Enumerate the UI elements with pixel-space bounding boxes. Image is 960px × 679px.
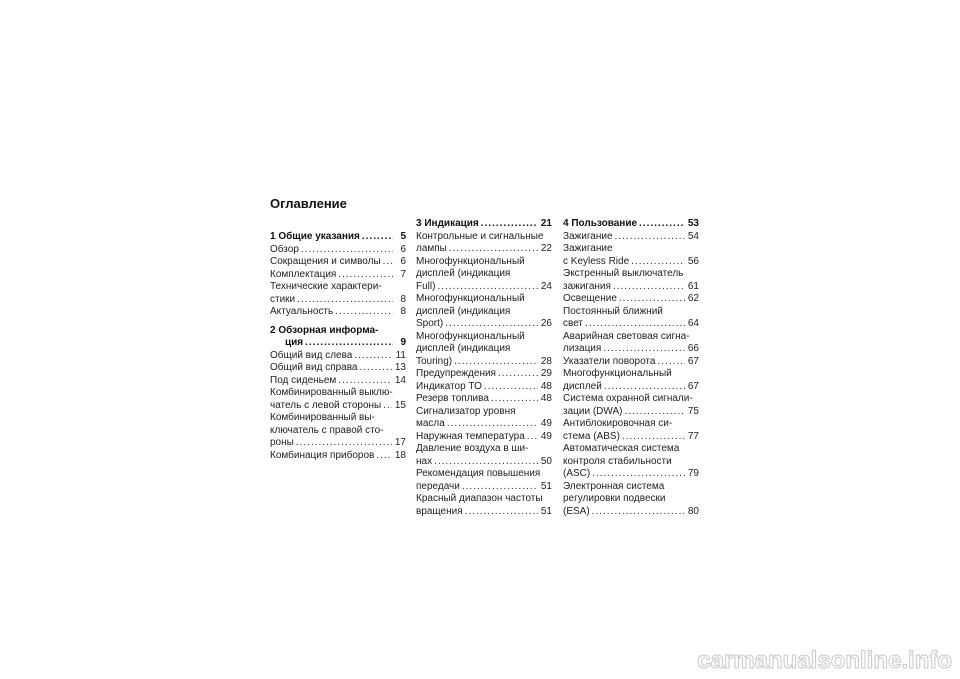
toc-entry <box>416 493 552 518</box>
toc-entry-last-line <box>563 356 699 369</box>
toc-entry-last-line <box>416 456 552 469</box>
toc-entry <box>563 231 699 244</box>
toc-page-number: 67 <box>687 380 699 392</box>
leader-dots <box>585 318 685 331</box>
toc-entry-text: зации (DWA) <box>563 405 623 417</box>
toc-entry <box>563 356 699 369</box>
leader-dots <box>615 231 685 244</box>
leader-dots <box>383 400 392 413</box>
toc-page-number: 11 <box>395 349 406 361</box>
toc-entry-last-line <box>563 318 699 331</box>
toc-entry-text: масла <box>416 418 445 429</box>
toc-entry <box>416 431 552 444</box>
leader-dots <box>383 256 393 269</box>
toc-page-number: 28 <box>540 355 552 367</box>
toc-entry-text: Sport) <box>416 318 444 329</box>
leader-dots <box>338 375 392 388</box>
toc-entry <box>563 331 699 356</box>
toc-column-2 <box>416 218 552 518</box>
leader-dots <box>376 450 392 463</box>
toc-entry <box>270 350 406 363</box>
toc-entry-text: роны <box>270 437 294 448</box>
leader-dots <box>624 406 684 419</box>
toc-entry-last-line <box>270 269 406 282</box>
toc-page-number: 26 <box>540 318 552 329</box>
toc-entry-text: Резерв топлива <box>416 393 489 404</box>
toc-page-number: 6 <box>400 256 406 267</box>
toc-entry <box>416 443 552 468</box>
section-page-number: 21 <box>540 218 552 229</box>
toc-entry-last-line <box>416 393 552 406</box>
section-page-number: 9 <box>400 337 406 348</box>
toc-entry-line: Экстренный выключатель <box>563 268 684 279</box>
toc-entry-last-line <box>563 381 699 394</box>
toc-entry-line: Многофункциональный <box>416 330 525 342</box>
toc-entry-last-line <box>416 418 552 431</box>
toc-entry-text: передачи <box>416 480 460 492</box>
leader-dots <box>360 362 392 375</box>
toc-entry-text: (ESA) <box>563 505 590 517</box>
leader-dots <box>639 218 685 231</box>
leader-dots <box>631 256 685 269</box>
toc-page-number: 17 <box>394 437 406 448</box>
toc-entry-text: Комбинация приборов <box>270 449 375 461</box>
toc-entry <box>416 393 552 406</box>
toc-entry-text: стики <box>270 293 296 305</box>
toc-entry-text: Touring) <box>416 355 453 367</box>
toc-entry <box>270 412 406 450</box>
toc-entry-line: Контрольные и сигнальные <box>416 230 544 242</box>
toc-entry-text: чатель с левой стороны <box>270 399 382 411</box>
toc-entry <box>563 368 699 393</box>
toc-page-number: 75 <box>687 405 699 417</box>
toc-entry-line: контроля стабильности <box>563 455 672 467</box>
toc-entry-last-line <box>270 362 406 375</box>
toc-entry-last-line <box>563 431 699 444</box>
toc-entry <box>270 306 406 319</box>
toc-entry-line: Зажигание <box>563 243 613 254</box>
toc-entry-last-line <box>416 381 552 394</box>
toc-entry-line: дисплей (индикация <box>416 305 511 317</box>
toc-entry-last-line <box>563 231 699 244</box>
toc-entry <box>563 443 699 481</box>
toc-entry <box>563 306 699 331</box>
toc-entry <box>563 268 699 293</box>
toc-entry-line: Постоянный ближний <box>563 305 663 317</box>
leader-dots <box>465 506 538 519</box>
leader-dots <box>305 337 393 350</box>
leader-dots <box>362 231 393 244</box>
leader-dots <box>354 350 392 363</box>
toc-column-1 <box>270 231 406 462</box>
toc-entry-text: Комплектация <box>270 268 337 280</box>
section-heading <box>416 218 552 231</box>
toc-entry-line: Аварийная световая сигна- <box>563 330 690 342</box>
toc-page-number: 56 <box>687 255 699 267</box>
toc-entry-line: Красный диапазон частоты <box>416 493 543 504</box>
toc-entry <box>416 293 552 331</box>
toc-entry-text: свет <box>563 318 584 329</box>
leader-dots <box>481 218 538 231</box>
toc-entry <box>270 256 406 269</box>
toc-entry <box>416 256 552 294</box>
watermark-text: carmanualsonline.info <box>697 647 952 674</box>
toc-entry-line: Многофункциональный <box>416 293 525 304</box>
toc-entry-text: Общий вид справа <box>270 362 358 373</box>
toc-page-number: 50 <box>540 455 552 467</box>
toc-entry-text: стема (ABS) <box>563 430 620 442</box>
section-heading-text: 1 Общие указания <box>270 231 360 242</box>
toc-entry-text: Под сиденьем <box>270 374 337 386</box>
toc-page-number: 24 <box>540 280 552 292</box>
toc-entry-line: Сигнализатор уровня <box>416 405 516 417</box>
toc-entry-last-line <box>270 400 406 413</box>
section-heading <box>270 337 406 350</box>
leader-dots <box>447 418 538 431</box>
toc-entry-last-line <box>270 306 406 319</box>
toc-entry-text: Обзор <box>270 243 299 255</box>
toc-entry <box>416 231 552 256</box>
section-heading-text: 3 Индикация <box>416 218 479 229</box>
toc-entry <box>416 468 552 493</box>
leader-dots <box>622 431 685 444</box>
leader-dots <box>484 381 538 394</box>
toc-entry-line: регулировки подвески <box>563 493 666 504</box>
toc-entry <box>416 331 552 369</box>
toc-entry <box>416 406 552 431</box>
toc-entry <box>563 293 699 306</box>
toc-entry <box>416 381 552 394</box>
section-heading-text: 4 Пользование <box>563 218 638 229</box>
toc-page-number: 7 <box>400 268 406 280</box>
section-heading-line: 2 Обзорная информа- <box>270 324 379 336</box>
toc-page-number: 48 <box>540 380 552 392</box>
toc-entry <box>270 450 406 463</box>
toc-column-3 <box>563 218 699 518</box>
leader-dots <box>462 481 538 494</box>
toc-entry-text: Указатели поворота <box>563 355 656 367</box>
toc-entry-text: нах <box>416 455 433 467</box>
toc-entry-text: Full) <box>416 280 436 292</box>
toc-entry-text: лампы <box>416 243 447 254</box>
toc-page-number: 64 <box>687 318 699 329</box>
toc-entry-last-line <box>563 406 699 419</box>
leader-dots <box>335 306 393 319</box>
toc-entry <box>270 269 406 282</box>
toc-entry-last-line <box>270 375 406 388</box>
toc-page-number: 54 <box>687 230 699 242</box>
toc-entry-last-line <box>563 293 699 306</box>
toc-entry-text: зажигания <box>563 280 611 292</box>
toc-page-number: 18 <box>394 449 406 461</box>
toc-entry-last-line <box>270 450 406 463</box>
toc-entry-text: вращения <box>416 505 463 517</box>
toc-entry-last-line <box>270 437 406 450</box>
toc-entry-last-line <box>416 368 552 381</box>
toc-entry-line: Электронная система <box>563 480 665 492</box>
leader-dots <box>338 269 393 282</box>
toc-entry-text: Зажигание <box>563 230 613 242</box>
toc-entry-last-line <box>563 256 699 269</box>
toc-page-number: 77 <box>687 430 699 442</box>
toc-entry-last-line <box>270 256 406 269</box>
toc-entry-last-line <box>563 281 699 294</box>
toc-entry-line: Комбинированный вы- <box>270 412 375 423</box>
toc-page-number: 22 <box>540 243 552 254</box>
toc-page-number: 49 <box>540 418 552 429</box>
leader-dots <box>619 293 685 306</box>
toc-entry-last-line <box>270 244 406 257</box>
toc-page-number: 8 <box>400 306 406 317</box>
toc-page-number: 29 <box>540 368 552 379</box>
toc-entry <box>416 368 552 381</box>
toc-entry-text: (ASC) <box>563 468 591 479</box>
toc-entry-line: Антиблокировочная си- <box>563 418 673 429</box>
toc-entry-last-line <box>270 350 406 363</box>
toc-entry <box>270 387 406 412</box>
toc-entry-text: с Keyless Ride <box>563 255 630 267</box>
toc-page-number: 51 <box>540 480 552 492</box>
leader-dots <box>296 437 392 450</box>
toc-entry-text: Актуальность <box>270 306 334 317</box>
toc-entry-last-line <box>416 431 552 444</box>
leader-dots <box>498 368 538 381</box>
leader-dots <box>592 468 685 481</box>
toc-entry <box>563 243 699 268</box>
leader-dots <box>657 356 684 369</box>
toc-entry-text: Индикатор ТО <box>416 380 482 392</box>
leader-dots <box>613 281 685 294</box>
toc-page-number: 14 <box>394 374 406 386</box>
toc-entry-last-line <box>416 318 552 331</box>
toc-page-number: 8 <box>400 293 406 305</box>
leader-dots <box>592 506 685 519</box>
toc-entry-last-line <box>563 506 699 519</box>
toc-entry-text: Общий вид слева <box>270 349 353 361</box>
toc-entry <box>563 418 699 443</box>
toc-page-number: 15 <box>394 399 406 411</box>
toc-entry-line: Автоматическая система <box>563 443 680 454</box>
toc-entry-line: Давление воздуха в ши- <box>416 443 529 454</box>
section-heading <box>270 231 406 244</box>
section-page-number: 53 <box>687 218 699 229</box>
toc-entry <box>270 375 406 388</box>
leader-dots <box>445 318 538 331</box>
toc-entry-line: Многофункциональный <box>563 368 672 379</box>
toc-entry-text: Освещение <box>563 293 617 304</box>
toc-entry-last-line <box>563 343 699 356</box>
toc-page-number: 49 <box>540 430 552 442</box>
section-heading <box>563 218 699 231</box>
toc-page-number: 67 <box>687 355 699 367</box>
toc-entry <box>270 281 406 306</box>
toc-entry-last-line <box>416 481 552 494</box>
toc-entry-last-line <box>416 356 552 369</box>
toc-page-number: 80 <box>687 505 699 517</box>
toc-entry <box>270 244 406 257</box>
toc-entry-line: ключатель с правой сто- <box>270 424 384 436</box>
toc-entry-last-line <box>416 243 552 256</box>
toc-entry-line: дисплей (индикация <box>416 343 511 354</box>
toc-entry-last-line <box>270 294 406 307</box>
page-title: Оглавление <box>270 196 347 211</box>
leader-dots <box>527 431 538 444</box>
toc-entry-last-line <box>416 281 552 294</box>
toc-page-number: 51 <box>540 505 552 517</box>
toc-entry-text: Предупреждения <box>416 368 496 379</box>
toc-page-number: 48 <box>540 393 552 404</box>
toc-page-number: 6 <box>400 243 406 255</box>
leader-dots <box>301 244 393 257</box>
leader-dots <box>434 456 538 469</box>
toc-entry-last-line <box>416 506 552 519</box>
section-heading-text: ция <box>285 337 304 348</box>
toc-entry-text: лизация <box>563 343 602 354</box>
toc-entry-line: Комбинированный выклю- <box>270 387 393 398</box>
toc-page-number: 66 <box>687 343 699 354</box>
leader-dots <box>449 243 538 256</box>
toc-page-number: 13 <box>394 362 406 373</box>
section-page-number: 5 <box>400 231 406 242</box>
toc-entry-line: дисплей (индикация <box>416 268 511 279</box>
toc-entry-line: Технические характери- <box>270 281 382 292</box>
toc-entry-line: Рекомендация повышения <box>416 468 541 479</box>
toc-page-number: 61 <box>687 280 699 292</box>
leader-dots <box>437 281 537 294</box>
leader-dots <box>604 381 685 394</box>
toc-page-number: 62 <box>687 293 699 304</box>
toc-entry-last-line <box>563 468 699 481</box>
leader-dots <box>454 356 538 369</box>
leader-dots <box>491 393 538 406</box>
toc-entry <box>270 362 406 375</box>
toc-entry-text: дисплей <box>563 380 602 392</box>
toc-entry-text: Сокращения и символы <box>270 256 381 267</box>
leader-dots <box>297 294 393 307</box>
toc-entry <box>563 393 699 418</box>
toc-entry-line: Многофункциональный <box>416 255 525 267</box>
leader-dots <box>603 343 685 356</box>
toc-entry-line: Система охранной сигнали- <box>563 393 693 404</box>
toc-page-number: 79 <box>687 468 699 479</box>
toc-entry <box>563 481 699 519</box>
toc-entry-text: Наружная температура <box>416 430 525 442</box>
